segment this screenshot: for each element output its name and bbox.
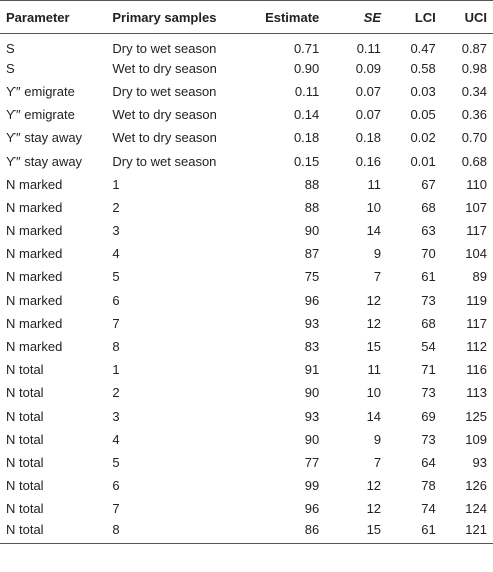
cell-lci: 68 (421, 199, 436, 215)
cell-estimate: 96 (304, 501, 320, 517)
cell-lci: 0.03 (410, 83, 436, 99)
cell-lci: 0.58 (410, 60, 436, 76)
cell-lci: 0.02 (410, 130, 436, 146)
header-estimate: Estimate (248, 1, 325, 34)
cell-estimate: 91 (304, 362, 320, 378)
cell-parameter: N marked (6, 246, 63, 262)
cell-parameter: N total (6, 478, 44, 494)
cell-parameter: N total (6, 454, 44, 470)
header-primary-samples: Primary samples (106, 1, 248, 34)
cell-parameter: N marked (6, 315, 63, 331)
cell-parameter: ϒ″ stay away (6, 130, 83, 146)
cell-primary-samples: 1 (112, 362, 120, 378)
cell-primary-samples: Dry to wet season (112, 40, 217, 56)
cell-parameter: N total (6, 385, 44, 401)
cell-se: 14 (366, 408, 382, 424)
cell-lci: 61 (421, 269, 436, 285)
table-row (0, 80, 493, 103)
table-row (0, 57, 493, 80)
cell-parameter: N total (6, 408, 44, 424)
cell-estimate: 0.14 (293, 107, 320, 123)
cell-lci: 0.01 (410, 153, 436, 169)
cell-se: 14 (366, 223, 382, 239)
cell-estimate: 88 (304, 199, 320, 215)
cell-lci: 0.05 (410, 107, 436, 123)
cell-lci: 68 (421, 315, 436, 331)
cell-uci: 0.36 (461, 107, 487, 123)
cell-lci: 69 (421, 408, 436, 424)
cell-estimate: 0.71 (293, 40, 320, 56)
cell-se: 0.16 (355, 153, 382, 169)
cell-primary-samples: 3 (112, 408, 120, 424)
cell-estimate: 93 (304, 315, 320, 331)
cell-parameter: ϒ″ emigrate (6, 83, 75, 99)
cell-uci: 0.87 (461, 40, 487, 56)
cell-uci: 125 (465, 408, 487, 424)
cell-uci: 89 (472, 269, 487, 285)
cell-parameter: S (6, 40, 15, 56)
cell-uci: 0.98 (461, 60, 487, 76)
cell-uci: 119 (466, 292, 487, 308)
cell-primary-samples: Wet to dry season (112, 60, 217, 76)
cell-estimate: 0.11 (294, 83, 320, 99)
cell-estimate: 93 (304, 408, 320, 424)
cell-se: 0.09 (355, 60, 382, 76)
table-row (0, 149, 493, 172)
table-row (0, 173, 493, 196)
cell-lci: 70 (421, 246, 436, 262)
header-parameter: Parameter (0, 1, 106, 34)
cell-lci: 64 (421, 454, 436, 470)
cell-uci: 116 (466, 362, 487, 378)
cell-estimate: 0.90 (293, 60, 320, 76)
table-row (0, 265, 493, 288)
cell-estimate: 96 (304, 292, 320, 308)
table-row (0, 289, 493, 312)
cell-estimate: 75 (304, 269, 320, 285)
cell-estimate: 0.15 (293, 153, 320, 169)
cell-primary-samples: 6 (112, 292, 120, 308)
cell-uci: 113 (466, 385, 487, 401)
cell-parameter: ϒ″ emigrate (6, 107, 75, 123)
cell-se: 10 (366, 385, 382, 401)
cell-estimate: 90 (304, 223, 320, 239)
cell-se: 0.18 (355, 130, 382, 146)
cell-estimate: 90 (304, 431, 320, 447)
cell-lci: 73 (421, 385, 436, 401)
cell-parameter: N total (0, 520, 106, 543)
table-row (0, 520, 493, 543)
table-row (0, 381, 493, 404)
cell-estimate: 87 (304, 246, 320, 262)
cell-uci: 0.68 (461, 153, 487, 169)
cell-lci: 78 (421, 478, 436, 494)
table-row (0, 428, 493, 451)
cell-primary-samples: 3 (112, 223, 120, 239)
cell-estimate: 77 (304, 454, 320, 470)
cell-estimate: 86 (248, 520, 325, 543)
cell-primary-samples: 4 (112, 246, 120, 262)
cell-uci: 0.70 (461, 130, 487, 146)
table-row (0, 405, 493, 428)
cell-lci: 61 (387, 520, 442, 543)
cell-uci: 107 (465, 199, 487, 215)
cell-parameter: N marked (6, 223, 63, 239)
cell-primary-samples: Wet to dry season (112, 130, 217, 146)
cell-parameter: N marked (6, 176, 63, 192)
header-lci: LCI (387, 1, 442, 34)
cell-estimate: 90 (304, 385, 320, 401)
cell-primary-samples: 6 (112, 478, 120, 494)
cell-estimate: 83 (304, 339, 320, 355)
cell-parameter: N marked (6, 292, 63, 308)
table-row (0, 335, 493, 358)
cell-primary-samples: 4 (112, 431, 120, 447)
cell-lci: 73 (421, 431, 436, 447)
cell-uci: 104 (465, 246, 487, 262)
cell-uci: 110 (466, 176, 487, 192)
cell-primary-samples: 2 (112, 385, 120, 401)
cell-parameter: ϒ″ stay away (6, 153, 83, 169)
cell-se: 12 (366, 478, 382, 494)
table-row (0, 103, 493, 126)
cell-se: 12 (366, 315, 382, 331)
table-row (0, 474, 493, 497)
cell-lci: 74 (421, 501, 436, 517)
cell-lci: 73 (421, 292, 436, 308)
cell-se: 7 (373, 269, 382, 285)
table-header (0, 1, 493, 34)
cell-se: 12 (366, 292, 382, 308)
table-row (0, 497, 493, 520)
cell-lci: 71 (421, 362, 436, 378)
table-row (0, 312, 493, 335)
table-row (0, 196, 493, 219)
cell-primary-samples: Dry to wet season (112, 153, 217, 169)
cell-uci: 126 (465, 478, 487, 494)
table-row (0, 126, 493, 149)
cell-primary-samples: 8 (106, 520, 248, 543)
cell-estimate: 99 (304, 478, 320, 494)
cell-primary-samples: 7 (112, 501, 120, 517)
cell-parameter: N total (6, 362, 44, 378)
cell-se: 9 (373, 431, 382, 447)
cell-se: 7 (373, 454, 382, 470)
cell-lci: 63 (421, 223, 436, 239)
cell-uci: 112 (466, 339, 487, 355)
cell-parameter: N marked (6, 199, 63, 215)
cell-lci: 67 (421, 176, 436, 192)
cell-estimate: 88 (304, 176, 320, 192)
cell-primary-samples: 8 (112, 339, 120, 355)
cell-uci: 124 (465, 501, 487, 517)
cell-parameter: N marked (6, 269, 63, 285)
cell-se: 0.07 (355, 107, 382, 123)
table-body (0, 34, 493, 544)
cell-uci: 121 (442, 520, 493, 543)
cell-primary-samples: 7 (112, 315, 120, 331)
cell-se: 11 (367, 176, 382, 192)
cell-uci: 93 (472, 454, 487, 470)
cell-lci: 0.47 (410, 40, 436, 56)
table-row (0, 242, 493, 265)
cell-parameter: N total (6, 431, 44, 447)
cell-estimate: 0.18 (293, 130, 320, 146)
cell-se: 11 (367, 362, 382, 378)
cell-primary-samples: 2 (112, 199, 120, 215)
cell-primary-samples: 1 (112, 176, 120, 192)
cell-se: 15 (366, 339, 382, 355)
cell-primary-samples: 5 (112, 269, 120, 285)
cell-uci: 117 (466, 315, 487, 331)
header-row (0, 1, 493, 34)
cell-se: 0.07 (355, 83, 382, 99)
cell-parameter: N total (6, 501, 44, 517)
table-row (0, 34, 493, 57)
table-row (0, 219, 493, 242)
table-row (0, 451, 493, 474)
cell-lci: 54 (421, 339, 436, 355)
header-se: SE (325, 1, 387, 34)
cell-parameter: N marked (6, 339, 63, 355)
cell-primary-samples: Wet to dry season (112, 107, 217, 123)
cell-se: 10 (366, 199, 382, 215)
cell-se: 0.11 (356, 40, 382, 56)
cell-se: 15 (325, 520, 387, 543)
cell-se: 12 (366, 501, 382, 517)
table-row (0, 358, 493, 381)
cell-se: 9 (373, 246, 382, 262)
cell-parameter: S (6, 60, 15, 76)
cell-uci: 0.34 (461, 83, 487, 99)
cell-primary-samples: 5 (112, 454, 120, 470)
header-uci: UCI (442, 1, 493, 34)
cell-primary-samples: Dry to wet season (112, 83, 217, 99)
cell-uci: 117 (466, 223, 487, 239)
cell-uci: 109 (465, 431, 487, 447)
